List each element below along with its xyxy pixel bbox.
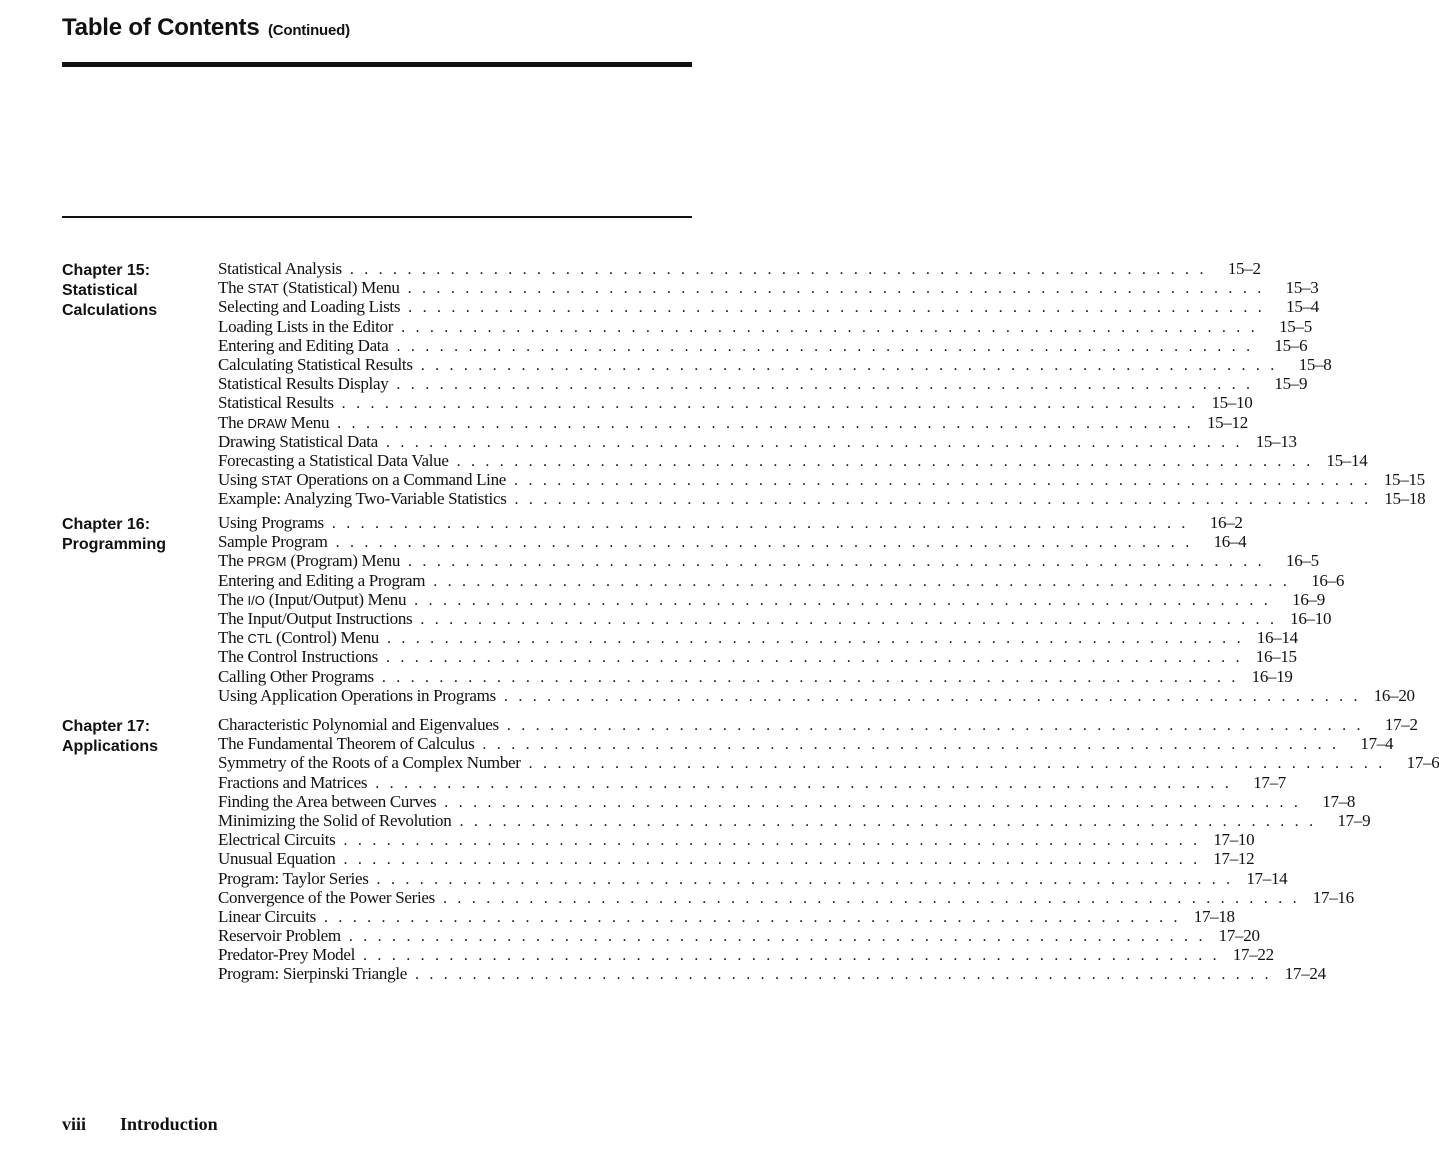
toc-entry: [218, 431, 1297, 451]
dot-leader: . . . . . . . . . . . . . . . . . . . . . . . . . . . . . . . . . . . . . . . . . . . . . . . . . . . . . . . . . . . .: [343, 851, 1201, 869]
entry-page-number: 17–12: [1213, 849, 1255, 869]
entry-title: [218, 753, 521, 772]
entry-page-number: 17–8: [1322, 791, 1356, 811]
dot-leader: . . . . . . . . . . . . . . . . . . . . . . . . . . . . . . . . . . . . . . . . . . . . . . . . . . . . . . . . . . . .: [414, 591, 1271, 609]
chapter-label-line: Programming: [62, 536, 167, 553]
entry-title: [218, 571, 425, 590]
entry-page-number: 15–4: [1286, 297, 1319, 317]
toc-entry: [218, 393, 1253, 413]
chapter-label: [62, 261, 157, 321]
toc-entry: [218, 666, 1293, 686]
entry-title: [218, 926, 341, 945]
dot-leader: . . . . . . . . . . . . . . . . . . . . . . . . . . . . . . . . . . . . . . . . . . . . . . . . . . . . . . . . . . . .: [401, 318, 1258, 336]
entry-title-text: Loading Lists in the Editor: [218, 316, 394, 336]
dot-leader: . . . . . . . . . . . . . . . . . . . . . . . . . . . . . . . . . . . . . . . . . . . . . . . . . . . . . . . . . . . .: [375, 774, 1233, 792]
entry-page-number: 15–13: [1255, 431, 1297, 451]
toc-entry: [218, 412, 1248, 432]
page-number: viii: [62, 1114, 87, 1134]
dot-leader: . . . . . . . . . . . . . . . . . . . . . . . . . . . . . . . . . . . . . . . . . . . . . . . . . . . . . . . . . . . .: [349, 261, 1207, 278]
entry-title-text: Example: Analyzing Two-Variable Statistics: [218, 489, 507, 509]
toc-entry: [218, 532, 1247, 552]
toc-entry: [218, 297, 1319, 317]
dot-leader: . . . . . . . . . . . . . . . . . . . . . . . . . . . . . . . . . . . . . . . . . . . . . . . . . . . . . . . . . . . .: [381, 668, 1239, 686]
dot-leader: . . . . . . . . . . . . . . . . . . . . . . . . . . . . . . . . . . . . . . . . . . . . . . . . . . . . . . . . . . . .: [385, 649, 1243, 667]
entry-page-number: 17–4: [1360, 734, 1394, 754]
dot-leader: . . . . . . . . . . . . . . . . . . . . . . . . . . . . . . . . . . . . . . . . . . . . . . . . . . . . . . . . . . . .: [331, 515, 1189, 532]
entry-title-text: Statistical Results Display: [218, 374, 389, 394]
dot-leader: . . . . . . . . . . . . . . . . . . . . . . . . . . . . . . . . . . . . . . . . . . . . . . . . . . . . . . . . . . . .: [514, 472, 1371, 490]
entry-title: [218, 907, 316, 926]
toc-entry: [218, 906, 1235, 926]
title-text: Table of Contents: [62, 14, 260, 41]
entry-title-text: Fractions and Matrices: [218, 772, 368, 792]
entry-title-text: (Control) Menu: [272, 628, 379, 648]
dot-leader: . . . . . . . . . . . . . . . . . . . . . . . . . . . . . . . . . . . . . . . . . . . . . . . . . . . . . . . . . . . .: [420, 356, 1278, 374]
dot-leader: . . . . . . . . . . . . . . . . . . . . . . . . . . . . . . . . . . . . . . . . . . . . . . . . . . . . . . . . . . . .: [408, 553, 1265, 571]
entry-page-number: 15–8: [1298, 354, 1332, 374]
entry-page-number: 17–20: [1218, 926, 1260, 946]
chapter-label-line: Calculations: [62, 302, 158, 319]
entry-title-text: The: [218, 278, 248, 298]
entry-title-text: Menu: [286, 412, 330, 432]
toc-entry: [218, 849, 1255, 869]
entry-page-number: 15–18: [1384, 489, 1426, 509]
entry-title: [218, 470, 506, 490]
entry-title-text: Reservoir Problem: [218, 926, 341, 946]
dot-leader: . . . . . . . . . . . . . . . . . . . . . . . . . . . . . . . . . . . . . . . . . . . . . . . . . . . . . . . . . . . .: [433, 572, 1291, 590]
entry-title: [218, 259, 342, 278]
toc-entry: [218, 753, 1439, 773]
entry-title-text: The: [218, 589, 248, 609]
entry-title: [218, 278, 400, 298]
entry-title: [218, 317, 393, 336]
toc-entry: [218, 887, 1354, 907]
entry-page-number: 17–14: [1246, 868, 1288, 888]
dot-leader: . . . . . . . . . . . . . . . . . . . . . . . . . . . . . . . . . . . . . . . . . . . . . . . . . . . . . . . . . . . .: [506, 717, 1364, 734]
entry-title: [218, 355, 413, 374]
dot-leader: . . . . . . . . . . . . . . . . . . . . . . . . . . . . . . . . . . . . . . . . . . . . . . . . . . . . . . . . . . . .: [456, 452, 1314, 470]
dot-leader: . . . . . . . . . . . . . . . . . . . . . . . . . . . . . . . . . . . . . . . . . . . . . . . . . . . . . . . . . . . .: [444, 793, 1302, 811]
dot-leader: . . . . . . . . . . . . . . . . . . . . . . . . . . . . . . . . . . . . . . . . . . . . . . . . . . . . . . . . . . . .: [459, 812, 1317, 830]
entry-title: [218, 297, 400, 316]
entry-title: [218, 432, 378, 451]
entry-title-text: Using: [218, 470, 262, 490]
entry-title-text: Calling Other Programs: [218, 666, 374, 686]
entry-page-number: 16–10: [1290, 608, 1332, 628]
dot-leader: . . . . . . . . . . . . . . . . . . . . . . . . . . . . . . . . . . . . . . . . . . . . . . . . . . . . . . . . . . . .: [385, 433, 1243, 451]
dot-leader: . . . . . . . . . . . . . . . . . . . . . . . . . . . . . . . . . . . . . . . . . . . . . . . . . . . . . . . . . . . .: [396, 337, 1254, 355]
entry-title-text: The Fundamental Theorem of Calculus: [218, 734, 475, 754]
entry-title-text: Unusual Equation: [218, 849, 336, 869]
dot-leader: . . . . . . . . . . . . . . . . . . . . . . . . . . . . . . . . . . . . . . . . . . . . . . . . . . . . . . . . . . . .: [335, 534, 1193, 552]
toc-entry: [218, 470, 1425, 490]
entry-title: [218, 667, 374, 686]
chapter-label: [62, 515, 166, 555]
entry-page-number: 17–9: [1337, 810, 1371, 830]
toc-entry: [218, 278, 1319, 298]
menu-key-name: I/O: [247, 592, 265, 608]
entry-title: [218, 964, 407, 983]
toc-entry: [218, 945, 1274, 965]
entry-title: [218, 451, 449, 470]
menu-key-name: CTL: [247, 631, 273, 647]
entry-title: [218, 734, 474, 753]
toc-entry: [218, 715, 1418, 734]
entry-title-text: The: [218, 628, 248, 648]
toc-entry: [218, 926, 1260, 946]
chapter-label-line: Chapter 17:: [62, 718, 151, 735]
page-title: [62, 14, 350, 42]
entry-title-text: The: [218, 412, 248, 432]
toc-entry: [218, 489, 1426, 509]
dot-leader: . . . . . . . . . . . . . . . . . . . . . . . . . . . . . . . . . . . . . . . . . . . . . . . . . . . . . . . . . . . .: [323, 908, 1181, 926]
header-rule: [62, 62, 692, 67]
toc-entry: [218, 810, 1371, 830]
dot-leader: . . . . . . . . . . . . . . . . . . . . . . . . . . . . . . . . . . . . . . . . . . . . . . . . . . . . . . . . . . . .: [337, 414, 1194, 432]
toc-entry: [218, 647, 1297, 667]
entry-page-number: 17–18: [1193, 906, 1235, 926]
entry-page-number: 17–10: [1213, 830, 1255, 850]
toc-entry: [218, 608, 1332, 628]
entry-title-text: The Control Instructions: [218, 647, 378, 667]
entry-page-number: 16–14: [1256, 628, 1298, 648]
dot-leader: . . . . . . . . . . . . . . . . . . . . . . . . . . . . . . . . . . . . . . . . . . . . . . . . . . . . . . . . . . . .: [341, 395, 1199, 413]
entry-page-number: 15–15: [1383, 470, 1425, 490]
entry-title-text: Selecting and Loading Lists: [218, 297, 401, 317]
entry-page-number: 16–19: [1251, 666, 1293, 686]
entry-page-number: 15–3: [1285, 278, 1319, 298]
entry-title-text: Entering and Editing Data: [218, 335, 389, 355]
entry-title-text: (Statistical) Menu: [278, 278, 400, 298]
entry-title: [218, 489, 507, 508]
entry-title-text: Program: Sierpinski Triangle: [218, 964, 407, 984]
entry-page-number: 17–24: [1284, 964, 1326, 984]
dot-leader: . . . . . . . . . . . . . . . . . . . . . . . . . . . . . . . . . . . . . . . . . . . . . . . . . . . . . . . . . . . .: [420, 610, 1278, 628]
entry-title-text: Statistical Results: [218, 393, 334, 413]
entry-title-text: Symmetry of the Roots of a Complex Number: [218, 753, 521, 773]
dot-leader: . . . . . . . . . . . . . . . . . . . . . . . . . . . . . . . . . . . . . . . . . . . . . . . . . . . . . . . . . . . .: [348, 928, 1206, 946]
toc-entry: [218, 830, 1255, 850]
entry-title-text: Minimizing the Solid of Revolution: [218, 810, 452, 830]
toc-entries: [218, 715, 1439, 984]
entry-title: [218, 590, 406, 610]
entry-title: [218, 532, 328, 551]
toc-entry: [218, 589, 1325, 609]
entry-title-text: Calculating Statistical Results: [218, 354, 413, 374]
entry-title-text: Statistical Analysis: [218, 259, 342, 278]
toc-entry: [218, 685, 1415, 705]
entry-title-text: The Input/Output Instructions: [218, 608, 413, 628]
dot-leader: . . . . . . . . . . . . . . . . . . . . . . . . . . . . . . . . . . . . . . . . . . . . . . . . . . . . . . . . . . . .: [408, 299, 1265, 317]
chapter-label-line: Statistical: [62, 282, 138, 299]
menu-key-name: STAT: [247, 281, 279, 297]
toc-entry: [218, 335, 1308, 355]
dot-leader: . . . . . . . . . . . . . . . . . . . . . . . . . . . . . . . . . . . . . . . . . . . . . . . . . . . . . . . . . . . .: [343, 832, 1201, 850]
entry-page-number: 17–2: [1384, 715, 1418, 734]
dot-leader: . . . . . . . . . . . . . . . . . . . . . . . . . . . . . . . . . . . . . . . . . . . . . . . . . . . . . . . . . . . .: [503, 687, 1361, 705]
entry-page-number: 16–20: [1373, 685, 1415, 705]
section-rule: [62, 216, 692, 218]
toc-entry: [218, 964, 1326, 984]
dot-leader: . . . . . . . . . . . . . . . . . . . . . . . . . . . . . . . . . . . . . . . . . . . . . . . . . . . . . . . . . . . .: [376, 870, 1234, 888]
toc-entry: [218, 628, 1298, 648]
entry-page-number: 15–9: [1274, 374, 1308, 394]
entry-page-number: 16–6: [1311, 570, 1345, 590]
entry-title-text: Sample Program: [218, 532, 328, 552]
entry-page-number: 16–9: [1292, 589, 1325, 609]
toc-entry: [218, 570, 1345, 590]
entry-page-number: 17–16: [1312, 887, 1354, 907]
menu-key-name: PRGM: [247, 554, 287, 570]
title-subtitle: (Continued): [267, 22, 350, 39]
toc-entry: [218, 734, 1394, 754]
chapter-label-line: Chapter 15:: [62, 262, 151, 279]
entry-page-number: 16–2: [1209, 513, 1243, 532]
menu-key-name: STAT: [261, 473, 293, 489]
entry-title: [218, 413, 329, 433]
entry-title-text: Finding the Area between Curves: [218, 791, 437, 811]
entry-title-text: Predator-Prey Model: [218, 945, 356, 965]
dot-leader: . . . . . . . . . . . . . . . . . . . . . . . . . . . . . . . . . . . . . . . . . . . . . . . . . . . . . . . . . . . .: [528, 755, 1386, 773]
footer-section: Introduction: [120, 1114, 218, 1134]
chapter-label-line: Applications: [62, 738, 159, 755]
entry-page-number: 17–6: [1406, 753, 1439, 773]
entry-page-number: 16–5: [1286, 551, 1319, 571]
toc-entry: [218, 868, 1288, 888]
entry-title: [218, 715, 499, 734]
entry-title: [218, 647, 378, 666]
toc-entry: [218, 259, 1261, 278]
entry-page-number: 15–12: [1206, 412, 1248, 432]
entry-title-text: Characteristic Polynomial and Eigenvalues: [218, 715, 499, 734]
toc-entry: [218, 513, 1243, 532]
toc-entry: [218, 354, 1332, 374]
entry-title: [218, 628, 379, 648]
dot-leader: . . . . . . . . . . . . . . . . . . . . . . . . . . . . . . . . . . . . . . . . . . . . . . . . . . . . . . . . . . . .: [407, 280, 1265, 298]
menu-key-name: DRAW: [247, 415, 287, 431]
entry-page-number: 15–5: [1279, 316, 1312, 336]
dot-leader: . . . . . . . . . . . . . . . . . . . . . . . . . . . . . . . . . . . . . . . . . . . . . . . . . . . . . . . . . . . .: [363, 947, 1220, 965]
toc-entries: [218, 259, 1426, 509]
toc-entry: [218, 772, 1287, 792]
chapter-label-line: Chapter 16:: [62, 516, 151, 533]
entry-page-number: 17–7: [1253, 772, 1287, 792]
dot-leader: . . . . . . . . . . . . . . . . . . . . . . . . . . . . . . . . . . . . . . . . . . . . . . . . . . . . . . . . . . . .: [386, 630, 1244, 648]
entry-page-number: 16–4: [1213, 532, 1247, 552]
dot-leader: . . . . . . . . . . . . . . . . . . . . . . . . . . . . . . . . . . . . . . . . . . . . . . . . . . . . . . . . . . . .: [415, 966, 1272, 984]
entry-title: [218, 869, 369, 888]
entry-title: [218, 773, 367, 792]
entry-title-text: (Input/Output) Menu: [264, 589, 407, 609]
entry-title: [218, 393, 334, 412]
entry-page-number: 15–14: [1326, 450, 1368, 470]
entry-title: [218, 686, 496, 705]
entry-title-text: Convergence of the Power Series: [218, 887, 435, 907]
dot-leader: . . . . . . . . . . . . . . . . . . . . . . . . . . . . . . . . . . . . . . . . . . . . . . . . . . . . . . . . . . . .: [482, 736, 1340, 754]
entry-title-text: Forecasting a Statistical Data Value: [218, 450, 449, 470]
entry-page-number: 15–6: [1274, 335, 1308, 355]
entry-title: [218, 551, 400, 571]
entry-page-number: 15–2: [1227, 259, 1261, 278]
entry-title: [218, 792, 436, 811]
toc-entries: [218, 513, 1415, 705]
entry-title: [218, 609, 412, 628]
entry-title: [218, 849, 336, 868]
entry-title-text: Electrical Circuits: [218, 830, 336, 850]
dot-leader: . . . . . . . . . . . . . . . . . . . . . . . . . . . . . . . . . . . . . . . . . . . . . . . . . . . . . . . . . . . .: [443, 889, 1300, 907]
entry-page-number: 15–10: [1211, 393, 1253, 413]
toc-entry: [218, 374, 1308, 394]
entry-page-number: 17–22: [1232, 945, 1274, 965]
entry-page-number: 16–15: [1255, 647, 1297, 667]
entry-title: [218, 888, 435, 907]
dot-leader: . . . . . . . . . . . . . . . . . . . . . . . . . . . . . . . . . . . . . . . . . . . . . . . . . . . . . . . . . . . .: [396, 376, 1254, 394]
entry-title-text: Linear Circuits: [218, 906, 316, 926]
dot-leader: . . . . . . . . . . . . . . . . . . . . . . . . . . . . . . . . . . . . . . . . . . . . . . . . . . . . . . . . . . . .: [514, 491, 1372, 509]
entry-title-text: Using Application Operations in Programs: [218, 685, 496, 705]
entry-title-text: (Program) Menu: [286, 551, 401, 571]
entry-title-text: Operations on a Command Line: [292, 470, 507, 490]
entry-title: [218, 830, 336, 849]
entry-title-text: Using Programs: [218, 513, 324, 532]
entry-title-text: Drawing Statistical Data: [218, 431, 378, 451]
page-footer: [62, 1114, 218, 1135]
entry-title: [218, 945, 355, 964]
entry-title-text: The: [218, 551, 248, 571]
entry-title: [218, 374, 388, 393]
entry-title-text: Program: Taylor Series: [218, 868, 369, 888]
entry-title: [218, 513, 324, 532]
entry-title: [218, 336, 388, 355]
entry-title-text: Entering and Editing a Program: [218, 570, 426, 590]
entry-title: [218, 811, 451, 830]
toc-entry: [218, 551, 1319, 571]
toc-entry: [218, 316, 1312, 336]
toc-entry: [218, 450, 1368, 470]
toc-entry: [218, 791, 1356, 811]
chapter-label: [62, 717, 158, 757]
